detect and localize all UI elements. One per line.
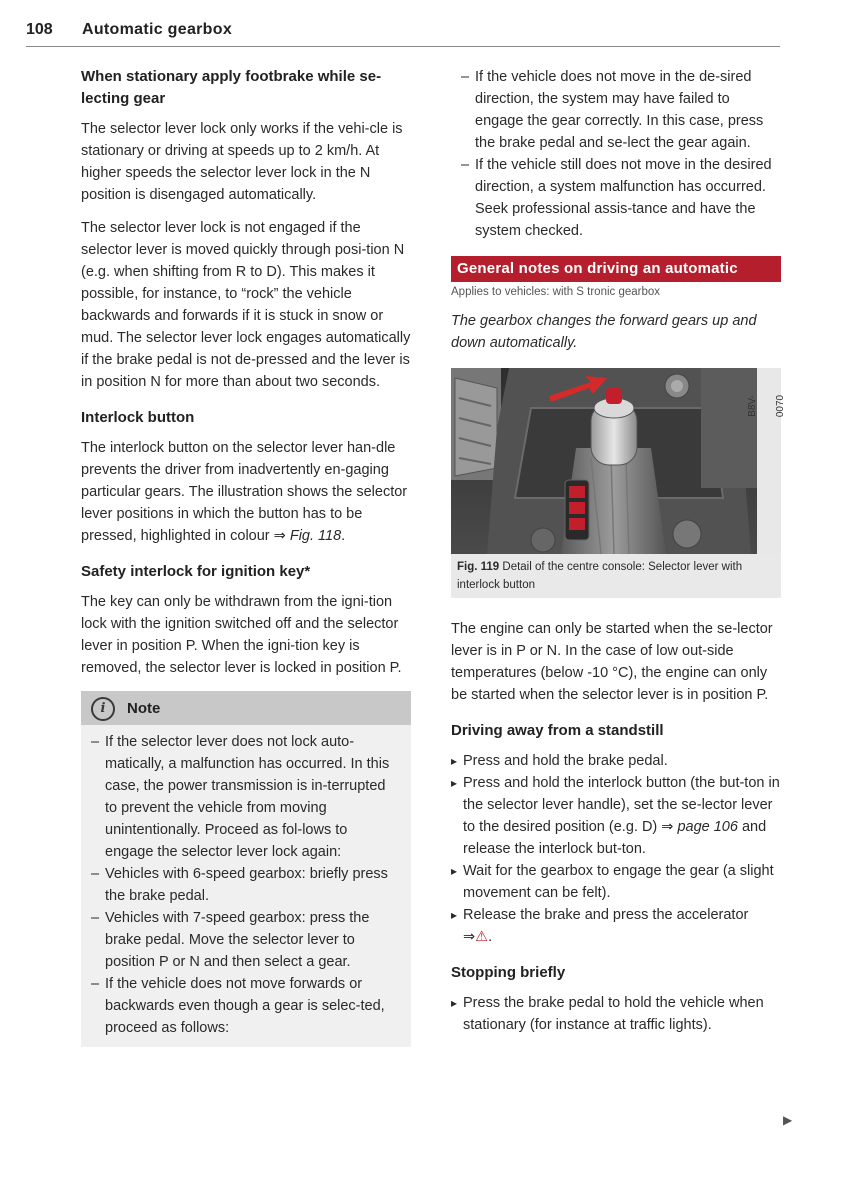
punct: . xyxy=(488,929,493,945)
left-column xyxy=(81,66,411,1047)
note-box xyxy=(81,691,411,1047)
heading-interlock-button: Interlock button xyxy=(81,409,195,426)
warning-icon: ⚠ xyxy=(475,929,489,945)
steps-list xyxy=(451,750,781,948)
list-item: – Vehicles with 6-speed gearbox: briefly press the brake pedal. xyxy=(81,863,399,907)
paragraph-text: The interlock button on the selector lever han-dle prevents the driver from inadvertently en-gaging particular gears. The illustration shows the selector lever positions in which the button has to be pressed, highlighted in colour xyxy=(81,440,408,544)
paragraph xyxy=(81,437,411,547)
chapter-title: Automatic gearbox xyxy=(82,21,233,38)
fig-118-link[interactable]: ⇒ Fig. 118 xyxy=(273,528,342,544)
intro-text: The gearbox changes the forward gears up and down automatically. xyxy=(451,313,757,351)
heading-footbrake: When stationary apply footbrake while se-lecting gear xyxy=(81,68,382,107)
step-text: and release the interlock but-ton. xyxy=(463,819,767,857)
list-item: – If the vehicle does not move in the de-sired direction, the system may have failed to engage the gear correctly. In this case, press the brake pedal and se-lect the gear again. xyxy=(451,66,781,154)
figure-selector-lever xyxy=(451,368,786,554)
step-item xyxy=(451,904,781,948)
step-item: ▸ Wait for the gearbox to engage the gear (a slight movement can be felt). xyxy=(451,860,781,904)
step-item: ▸ Press and hold the brake pedal. xyxy=(451,750,781,772)
note-label: Note xyxy=(127,700,161,717)
list-item: – If the selector lever does not lock auto-matically, a malfunction has occurred. In this case, the power transmission is in-terrupted to prevent the vehicle from moving unintentionally. Proceed as fol-lows to engage the selector lever lock again: xyxy=(81,731,399,863)
figure-caption xyxy=(451,554,781,598)
paragraph: The key can only be withdrawn from the igni-tion lock with the ignition switched off and the selector lever in position P. When the igni-tion key is removed, the selector lever is locked in position P. xyxy=(81,594,402,676)
continued-note-list xyxy=(451,66,781,242)
figure-label: Fig. 119 xyxy=(457,561,500,573)
info-icon: i xyxy=(91,697,115,721)
paragraph: The selector lever lock only works if the vehi-cle is stationary or driving at speeds up to 2 km/h. At higher speeds the selector lever lock in the N position is disengaged automatically. xyxy=(81,121,403,203)
note-header xyxy=(81,691,411,725)
section-banner: General notes on driving an automatic xyxy=(451,256,781,282)
ref-arrow-icon: ⇒ xyxy=(463,929,476,945)
steps-list xyxy=(451,992,781,1036)
heading-ignition-key: Safety interlock for ignition key* xyxy=(81,563,311,580)
list-item: – Vehicles with 7-speed gearbox: press the brake pedal. Move the selector lever to position P or N and then select a gear. xyxy=(81,907,399,973)
warning-link[interactable] xyxy=(463,929,488,945)
continue-arrow-icon: ▶ xyxy=(783,1113,793,1127)
list-item: – If the vehicle does not move forwards or backwards even though a gear is selec-ted, proceed as follows: xyxy=(81,973,399,1039)
paragraph: The selector lever lock is not engaged if the selector lever is moved quickly through posi-tion N (e.g. when shifting from R to D). This makes it possible, for instance, to “rock” the vehicle backwards and forwards if it is stuck in snow or mud. The selector lever lock engages automatically if the brake pedal is not de-pressed and the lever is in position N for more than about two seconds. xyxy=(81,220,411,390)
list-item: – If the vehicle still does not move in the desired direction, a system malfunction has occurred. Seek professional assis-tance and have the system checked. xyxy=(451,154,781,242)
step-item: ▸ Press the brake pedal to hold the vehicle when stationary (for instance at traffic lights). xyxy=(451,992,781,1036)
heading-driving-away: Driving away from a standstill xyxy=(451,722,664,739)
centre-console-illustration xyxy=(451,368,781,554)
page-header xyxy=(26,20,780,47)
heading-stopping-briefly: Stopping briefly xyxy=(451,964,566,981)
step-text: Release the brake and press the accelerator xyxy=(463,907,749,923)
figure-code: B8V-0070 xyxy=(747,394,786,418)
page-106-link[interactable]: ⇒ page 106 xyxy=(661,819,738,835)
page-number: 108 xyxy=(26,21,53,38)
step-text: Press and hold the interlock button (the but-ton in the selector lever handle), set the se-lector lever to the desired position (e.g. D) xyxy=(463,775,780,835)
paragraph: The engine can only be started when the se-lector lever is in P or N. In the case of low out-side temperatures (below -10 °C), the engine can only be started when the selector lever is in position P. xyxy=(451,621,773,703)
punct: . xyxy=(341,528,346,544)
step-item xyxy=(451,772,781,860)
note-body xyxy=(81,725,411,1041)
right-column xyxy=(451,66,786,1036)
applies-to-text: Applies to vehicles: with S tronic gearbox xyxy=(451,286,661,298)
figure-caption-text: Detail of the centre console: Selector lever with interlock button xyxy=(457,561,743,591)
